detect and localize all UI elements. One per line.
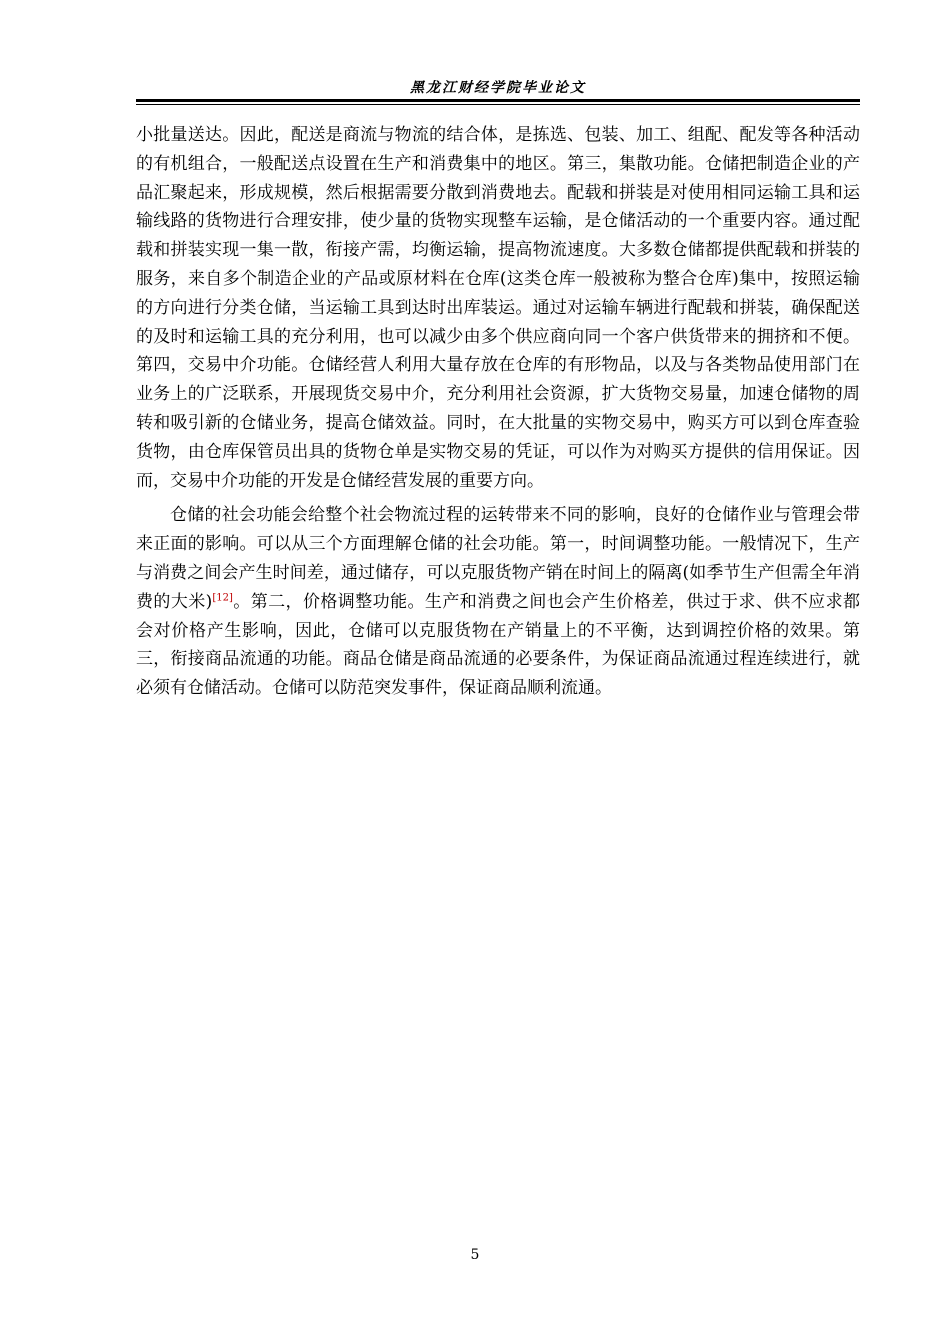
paragraph-2-text-before-citation: 仓储的社会功能会给整个社会物流过程的运转带来不同的影响，良好的仓储作业与管理会带来正面的影响。可以从三个方面理解仓储的社会功能。第一，时间调整功能。一般情况下，生产与消费之间会产生时间差，通过储存，可以克服货物产销在时间上的隔离(如季节生产但需全年消费的大米) bbox=[136, 505, 860, 612]
page-number: 5 bbox=[470, 1247, 480, 1263]
page-header-title: 黑龙江财经学院毕业论文 bbox=[410, 80, 586, 96]
header-rule-thick bbox=[136, 99, 860, 102]
paragraph-2-text-after-citation: 。第二，价格调整功能。生产和消费之间也会产生价格差，供过于求、供不应求都会对价格产生影响，因此，仓储可以克服货物在产销量上的不平衡，达到调控价格的效果。第三，衔接商品流通的功能。商品仓储是商品流通的必要条件，为保证商品流通过程连续进行，就必须有仓储活动。仓储可以防范突发事件，保证商品顺利流通。 bbox=[136, 591, 861, 699]
paragraph-1: 小批量送达。因此，配送是商流与物流的结合体，是拣选、包装、加工、组配、配发等各种活动的有机组合，一般配送点设置在生产和消费集中的地区。第三，集散功能。仓储把制造企业的产品汇聚起来，形成规模，然后根据需要分散到消费地去。配载和拼装是对使用相同运输工具和运输线路的货物进行合理安排，使少量的货物实现整车运输，是仓储活动的一个重要内容。通过配载和拼装实现一集一散，衔接产需，均衡运输，提高物流速度。大多数仓储都提供配载和拼装的服务，来自多个制造企业的产品或原材料在仓库(这类仓库一般被称为整合仓库)集中，按照运输的方向进行分类仓储，当运输工具到达时出库装运。通过对运输车辆进行配载和拼装，确保配送的及时和运输工具的充分利用，也可以减少由多个供应商向同一个客户供货带来的拥挤和不便。第四，交易中介功能。仓储经营人利用大量存放在仓库的有形物品，以及与各类物品使用部门在业务上的广泛联系，开展现货交易中介，充分利用社会资源，扩大货物交易量，加速仓储物的周转和吸引新的仓储业务，提高仓储效益。同时，在大批量的实物交易中，购买方可以到仓库查验货物，由仓库保管员出具的货物仓单是实物交易的凭证，可以作为对购买方提供的信用保证。因而，交易中介功能的开发是仓储经营发展的重要方向。 bbox=[136, 125, 860, 491]
paragraph-2 bbox=[136, 501, 860, 703]
header-rule-thin bbox=[136, 104, 860, 105]
citation-reference[interactable]: [12] bbox=[212, 592, 233, 604]
body-text bbox=[136, 121, 860, 703]
